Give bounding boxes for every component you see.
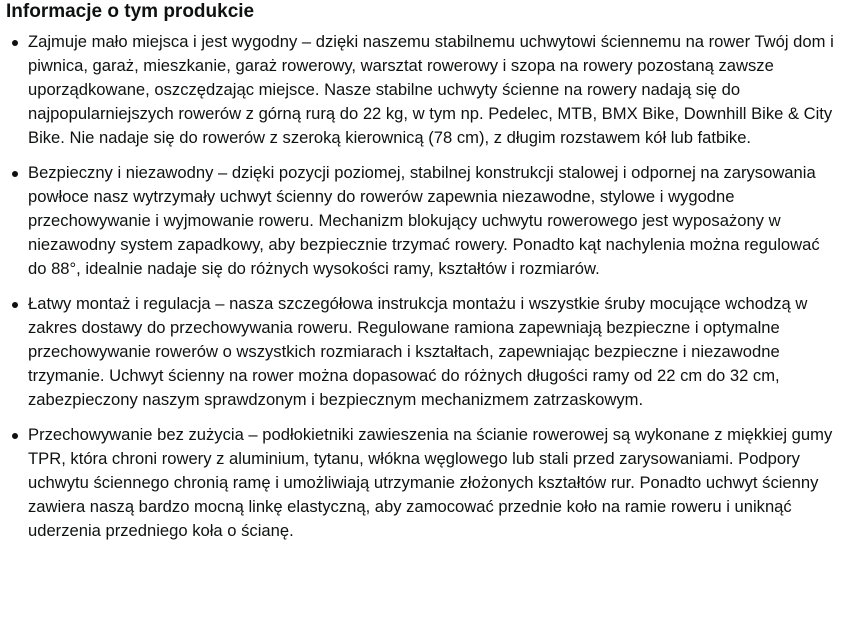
section-heading: Informacje o tym produkcie xyxy=(6,1,255,22)
feature-bullet-installation: Łatwy montaż i regulacja – nasza szczegółowa instrukcja montażu i wszystkie śruby mocujące wchodzą w zakres dostawy do przechowywania roweru. Regulowane ramiona zapewniają bezpieczne i optymalne przechowywanie rowerów o wszystkich rozmiarach i kształtach, zapewniając bezpieczne i niezawodne trzymanie. Uchwyt ścienny na rower można dopasować do różnych długości ramy od 22 cm do 32 cm, zabezpieczony naszym sprawdzonym i bezpiecznym mechanizmem zatrzaskowym. xyxy=(28,292,839,412)
feature-bullet-safety: Bezpieczny i niezawodny – dzięki pozycji poziomej, stabilnej konstrukcji stalowej i odpornej na zarysowania powłoce nasz wytrzymały uchwyt ścienny do rowerów zapewnia niezawodne, stylowe i wygodne przechowywanie i wyjmowanie roweru. Mechanizm blokujący uchwytu rowerowego jest wyposażony w niezawodny system zapadkowy, aby bezpiecznie trzymać rowery. Ponadto kąt nachylenia można regulować do 88°, idealnie nadaje się do różnych wysokości ramy, kształtów i rozmiarów. xyxy=(28,161,839,281)
feature-bullet-list xyxy=(6,30,839,543)
feature-bullet-space-saving: Zajmuje mało miejsca i jest wygodny – dzięki naszemu stabilnemu uchwytowi ściennemu na rower Twój dom i piwnica, garaż, mieszkanie, garaż rowerowy, warsztat rowerowy i szopa na rowery pozostaną zawsze uporządkowane, oszczędzając miejsce. Nasze stabilne uchwyty ścienne na rowery nadają się do najpopularniejszych rowerów z górną rurą do 22 kg, w tym np. Pedelec, MTB, BMX Bike, Downhill Bike & City Bike. Nie nadaje się do rowerów z szeroką kierownicą (78 cm), z długim rozstawem kół lub fatbike. xyxy=(28,30,839,150)
feature-bullet-storage: Przechowywanie bez zużycia – podłokietniki zawieszenia na ścianie rowerowej są wykonane z miękkiej gumy TPR, która chroni rowery z aluminium, tytanu, włókna węglowego lub stali przed zarysowaniami. Podpory uchwytu ściennego chronią ramę i umożliwiają utrzymanie złożonych kształtów rur. Ponadto uchwyt ścienny zawiera naszą bardzo mocną linkę elastyczną, aby zamocować przednie koło na ramie roweru i uniknąć uderzenia przedniego koła o ścianę. xyxy=(28,423,839,543)
